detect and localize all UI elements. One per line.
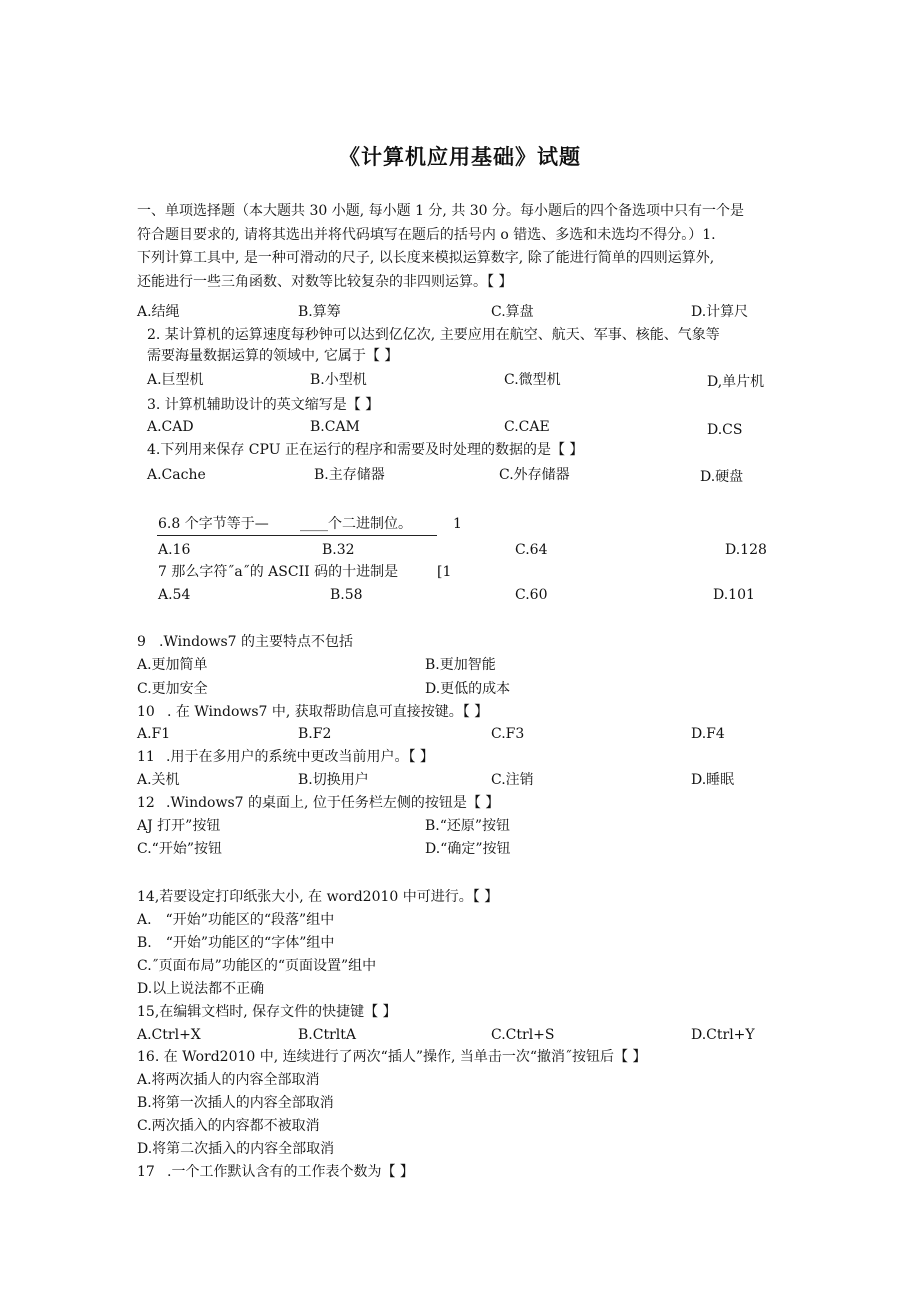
q16-stem: 16. 在 Word2010 中, 连续进行了两次“插人”操作, 当单击一次“撤消˝按钮后【 】: [137, 1049, 647, 1065]
q4-option-b: B.主存储器: [314, 467, 385, 483]
q7-option-c: C.60: [515, 587, 548, 603]
q15-option-d: D.Ctrl+Y: [691, 1027, 755, 1043]
q9-stem: .Windows7 的主要特点不包括: [159, 634, 354, 650]
q4-option-a: A.Cache: [147, 467, 206, 483]
q12-option-a: AJ 打开”按钮: [137, 818, 221, 834]
q14-option-d: D.以上说法都不正确: [137, 981, 265, 997]
q11-option-a: A.关机: [137, 772, 180, 788]
q15-option-b: B.CtrltA: [298, 1027, 356, 1043]
q10-stem: . 在 Windows7 中, 获取帮助信息可直接按键。【 】: [167, 704, 489, 720]
q7-option-d: D.101: [713, 587, 755, 603]
q11-option-d: D.睡眠: [691, 772, 735, 788]
q6-option-b: B.32: [322, 542, 355, 558]
q1-option-d: D.计算尺: [691, 304, 749, 320]
q14-option-c: C.˝页面布局”功能区的“页面设置”组中: [137, 958, 377, 974]
q6-option-a: A.16: [158, 542, 191, 558]
q10-number: 10: [137, 704, 155, 720]
q3-option-a: A.CAD: [147, 419, 194, 435]
q17-stem: .一个工作默认含有的工作表个数为【 】: [167, 1164, 414, 1180]
q2-stem: 2. 某计算机的运算速度每秒钟可以达到亿亿次, 主要应用在航空、航天、军事、核能、气象等: [147, 327, 720, 343]
q6-stem: 6.8 个字节等于—: [158, 516, 269, 532]
q1-option-a: A.结绳: [137, 304, 180, 320]
q11-option-b: B.切换用户: [298, 772, 369, 788]
q9-option-d: D.更低的成本: [425, 681, 511, 697]
q11-number: 11: [137, 749, 155, 765]
page-title: 《计算机应用基础》试题: [339, 144, 581, 169]
q14-stem: 14,若要设定打印纸张大小, 在 word2010 中可进行。【 】: [137, 889, 499, 905]
q6-option-d: D.128: [725, 542, 767, 558]
q12-option-c: C.“开始”按钮: [137, 841, 222, 857]
q10-option-c: C.F3: [491, 726, 525, 742]
q15-option-a: A.Ctrl+X: [137, 1027, 201, 1043]
q16-option-c: C.两次插入的内容都不被取消: [137, 1118, 320, 1134]
q7-mark: [1: [437, 564, 452, 580]
q3-option-c: C.CAE: [504, 419, 550, 435]
q12-stem: .Windows7 的桌面上, 位于任务栏左侧的按钮是【 】: [166, 795, 500, 811]
q7-stem: 7 那么字符˝a˝的 ASCII 码的十进制是: [158, 564, 399, 580]
q12-option-b: B.“还原”按钮: [425, 818, 511, 834]
q7-option-b: B.58: [330, 587, 363, 603]
intro-line: 下列计算工具中, 是一种可滑动的尺子, 以长度来模拟运算数字, 除了能进行简单的四则运算外,: [137, 250, 715, 266]
q1-option-b: B.算筹: [298, 304, 341, 320]
q2-stem-cont: 需要海量数据运算的领域中, 它属于【 】: [147, 348, 399, 364]
q4-option-c: C.外存储器: [499, 467, 570, 483]
q3-stem: 3. 计算机辅助设计的英文缩写是【 】: [147, 397, 380, 413]
q15-stem: 15,在编辑文档时, 保存文件的快捷键【 】: [137, 1004, 397, 1020]
intro-line: 一、单项选择题（本大题共 30 小题, 每小题 1 分, 共 30 分。每小题后的四个备选项中只有一个是: [137, 203, 745, 219]
q17-number: 17: [137, 1164, 155, 1180]
q6-mark: 1: [453, 516, 462, 532]
intro-line: 还能进行一些三角函数、对数等比较复杂的非四则运算。【 】: [137, 273, 513, 290]
q16-option-a: A.将两次插人的内容全部取消: [137, 1072, 320, 1088]
q16-option-b: B.将第一次插人的内容全部取消: [137, 1095, 334, 1111]
q9-option-a: A.更加简单: [137, 657, 208, 673]
q11-option-c: C.注销: [491, 772, 534, 788]
q11-stem: .用于在多用户的系统中更改当前用户。【 】: [166, 749, 434, 765]
q10-option-a: A.F1: [137, 726, 171, 742]
q12-number: 12: [137, 795, 155, 811]
section-intro: [137, 200, 787, 294]
q9-option-c: C.更加安全: [137, 681, 208, 697]
q2-option-a: A.巨型机: [147, 372, 204, 388]
q3-option-d: D.CS: [707, 422, 743, 438]
q2-option-b: B.小型机: [310, 372, 367, 388]
q7-option-a: A.54: [158, 587, 191, 603]
q10-option-d: D.F4: [691, 726, 725, 742]
q15-option-c: C.Ctrl+S: [491, 1027, 555, 1043]
q4-option-d: D.硬盘: [700, 469, 744, 485]
q12-option-d: D.“确定”按钮: [425, 841, 511, 857]
q2-option-d: D,单片机: [707, 374, 765, 390]
q4-stem: 4.下列用来保存 CPU 正在运行的程序和需要及时处理的数据的是【 】: [147, 442, 584, 458]
q10-option-b: B.F2: [298, 726, 332, 742]
q3-option-b: B.CAM: [310, 419, 360, 435]
q6-option-c: C.64: [515, 542, 548, 558]
q6-blank: ____个二进制位。: [300, 516, 412, 532]
q6-underline: [157, 535, 437, 536]
q1-option-c: C.算盘: [491, 304, 534, 320]
q9-number: 9: [137, 634, 146, 650]
q9-option-b: B.更加智能: [425, 657, 496, 673]
intro-line: 符合题目要求的, 请将其选出并将代码填写在题后的括号内 o 错选、多选和未选均不得分。）1.: [137, 226, 716, 243]
q14-option-b: B. “开始”功能区的“字体”组中: [137, 935, 335, 951]
q2-option-c: C.微型机: [504, 372, 561, 388]
q14-option-a: A. “开始”功能区的“段落”组中: [137, 912, 335, 928]
q16-option-d: D.将第二次插入的内容全部取消: [137, 1141, 335, 1157]
